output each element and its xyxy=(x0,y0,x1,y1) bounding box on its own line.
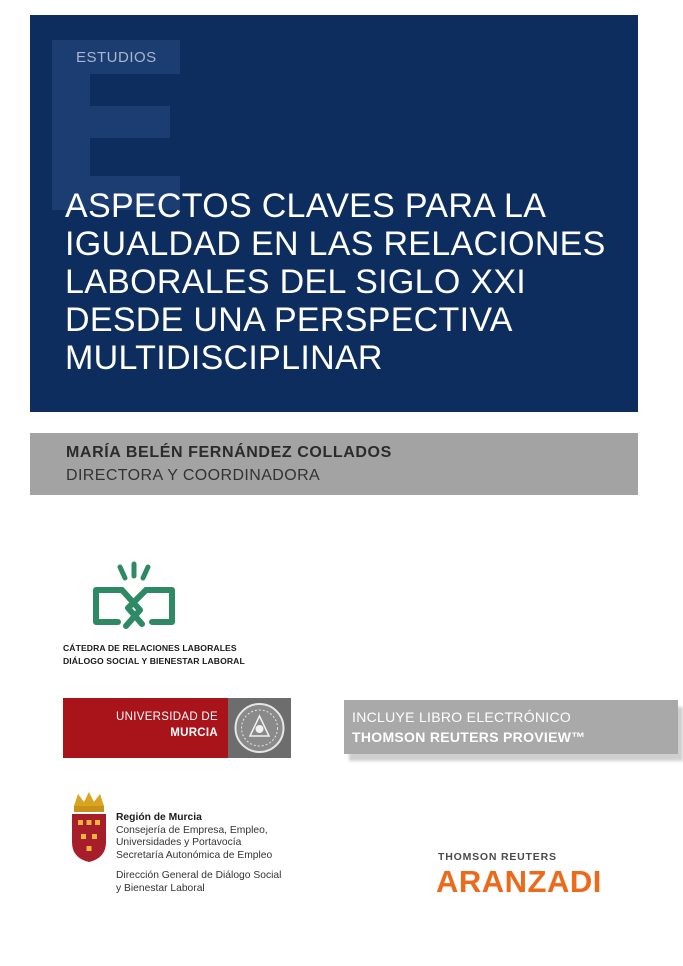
region-line: Universidades y Portavocía xyxy=(116,837,242,848)
title-panel xyxy=(30,15,638,412)
region-name: Región de Murcia xyxy=(116,812,202,823)
region-line: Dirección General de Diálogo Social xyxy=(116,870,282,881)
publisher-name: ARANZADI xyxy=(436,864,602,899)
publisher-group: THOMSON REUTERS xyxy=(438,851,557,863)
collection-label: ESTUDIOS xyxy=(76,49,157,66)
coat-of-arms-icon xyxy=(68,790,110,864)
title-line: IGUALDAD EN LAS RELACIONES xyxy=(65,225,606,263)
university-logo-red xyxy=(63,698,228,758)
joined-hands-icon xyxy=(82,560,186,638)
title-line: LABORALES DEL SIGLO XXI xyxy=(65,263,527,301)
title-line: MULTIDISCIPLINAR xyxy=(65,339,383,377)
author-role: DIRECTORA Y COORDINADORA xyxy=(66,467,321,484)
region-line: Consejería de Empresa, Empleo, xyxy=(116,824,268,836)
region-line: Secretaría Autonómica de Empleo xyxy=(116,849,273,861)
ebook-line: INCLUYE LIBRO ELECTRÓNICO xyxy=(352,709,572,725)
university-logo xyxy=(63,698,291,758)
title-line: ASPECTOS CLAVES PARA LA xyxy=(65,187,547,225)
catedra-line: CÁTEDRA DE RELACIONES LABORALES xyxy=(63,643,237,653)
ebook-banner xyxy=(344,700,678,754)
title-line: DESDE UNA PERSPECTIVA xyxy=(65,301,513,339)
book-title xyxy=(65,187,625,377)
university-line: MURCIA xyxy=(170,727,218,739)
region-institution xyxy=(116,812,281,895)
university-line: UNIVERSIDAD DE xyxy=(116,711,218,723)
catedra-name xyxy=(63,642,245,668)
author-name: MARÍA BELÉN FERNÁNDEZ COLLADOS xyxy=(66,444,392,461)
ebook-product: THOMSON REUTERS PROVIEW™ xyxy=(352,729,586,745)
region-spacer xyxy=(116,862,281,870)
region-line: y Bienestar Laboral xyxy=(116,882,205,894)
author-band xyxy=(30,433,638,495)
university-seal-icon xyxy=(228,698,291,758)
catedra-line: DIÁLOGO SOCIAL Y BIENESTAR LABORAL xyxy=(63,656,245,666)
